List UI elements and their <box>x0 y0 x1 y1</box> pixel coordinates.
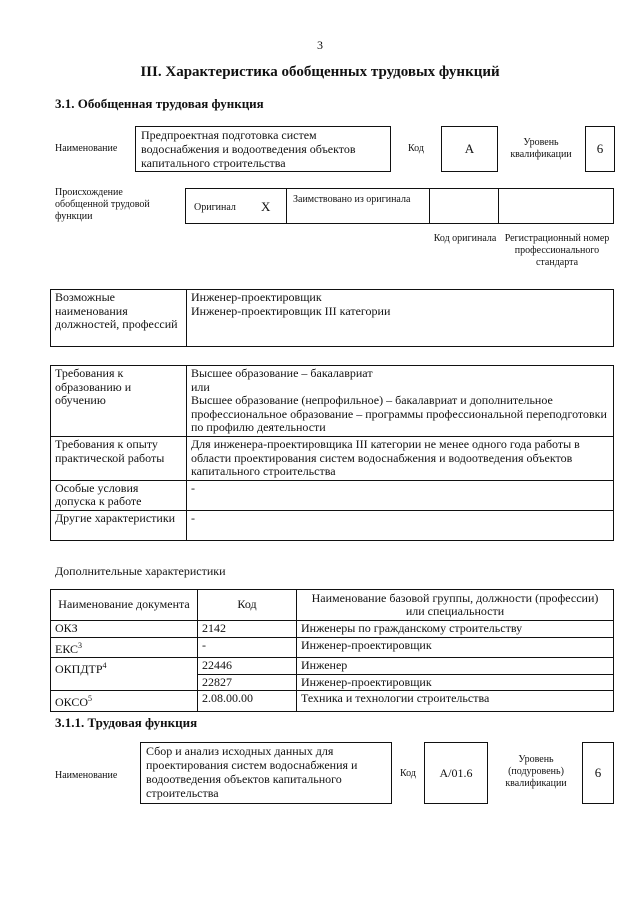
tf-code-value: А/01.6 <box>439 765 473 780</box>
doc-text: ОКСО <box>55 695 89 709</box>
col-doc-header: Наименование документа <box>51 590 198 621</box>
origin-label: Происхождение обобщенной трудовой функции <box>55 187 150 222</box>
req-value <box>187 480 614 510</box>
doc-text: ЕКС <box>55 641 79 656</box>
footnote-sup: 4 <box>102 661 107 670</box>
req-value <box>187 437 614 481</box>
additional-heading: Дополнительные характеристики <box>55 564 226 578</box>
table-row <box>51 366 614 437</box>
req-line: Высшее образование (непрофильное) – бакалавриат и дополнительное профессиональное образование – программы профессиональной переподготовки по профилю деятельности <box>191 393 607 434</box>
name-cell: Инженеры по гражданскому строительству <box>297 621 614 638</box>
doc-cell <box>51 621 198 638</box>
name-cell: Инженер-проектировщик <box>297 637 614 658</box>
tf-level-box <box>582 742 614 804</box>
table-row <box>51 590 614 621</box>
list-item: Инженер-проектировщик <box>191 290 322 304</box>
req-value <box>187 366 614 437</box>
req-line: - <box>191 480 195 495</box>
page-number: 3 <box>317 38 323 52</box>
table-row <box>51 480 614 510</box>
code-cell: 22446 <box>198 658 297 675</box>
origin-mark: X <box>261 199 271 214</box>
table-row <box>51 510 614 540</box>
tf-name-label: Наименование <box>55 770 118 781</box>
positions-label: Возможные наименования должностей, профессий <box>51 290 187 347</box>
name-cell: Техника и технологии строительства <box>297 691 614 712</box>
gtf-level-value: 6 <box>596 141 604 156</box>
footnote-sup: 3 <box>78 640 83 650</box>
gtf-name-label: Наименование <box>55 143 118 154</box>
gtf-code-box <box>441 126 498 172</box>
name-cell: Инженер-проектировщик <box>297 674 614 691</box>
tf-code-label: Код <box>400 768 416 779</box>
table-row <box>51 290 614 347</box>
list-item: Инженер-проектировщик III категории <box>191 303 391 318</box>
additional-table <box>50 589 614 712</box>
code-cell: - <box>198 637 297 658</box>
origin-table <box>185 188 614 224</box>
tf-heading: 3.1.1. Трудовая функция <box>55 715 198 730</box>
table-row <box>51 658 614 675</box>
req-label: Другие характеристики <box>51 510 187 540</box>
table-row <box>51 621 614 638</box>
origin-borrowed: Заимствовано из оригинала <box>293 194 411 205</box>
col-name-header: Наименование базовой группы, должности (профессии) или специальности <box>297 590 614 621</box>
gtf-code-label: Код <box>408 143 424 154</box>
tf-level-label: Уровень (подуровень) квалификации <box>505 754 567 789</box>
doc-cell <box>51 637 198 658</box>
tf-code-box <box>424 742 488 804</box>
col-code-header: Код <box>198 590 297 621</box>
table-row <box>51 437 614 481</box>
section-title: III. Характеристика обобщенных трудовых функций <box>140 64 500 80</box>
name-cell: Инженер <box>297 658 614 675</box>
doc-text: ОКПДТР <box>55 662 103 676</box>
doc-cell <box>51 658 198 691</box>
req-line: или <box>191 379 210 394</box>
tf-name-value: Сбор и анализ исходных данных для проектирования систем водоснабжения и водоотведения объектов капитального строительства <box>146 744 358 800</box>
doc-text: ОКЗ <box>55 621 78 635</box>
gtf-level-label: Уровень квалификации <box>510 137 572 160</box>
origin-reg-caption: Регистрационный номер профессионального стандарта <box>504 233 610 268</box>
req-line: - <box>191 510 195 525</box>
gtf-level-box <box>585 126 615 172</box>
code-cell: 2142 <box>198 621 297 638</box>
code-cell: 2.08.00.00 <box>198 691 297 712</box>
req-label: Требования к опыту практической работы <box>51 437 187 481</box>
req-label: Требования к образованию и обучению <box>51 366 187 437</box>
gtf-name-box <box>135 126 391 172</box>
positions-cell <box>187 290 614 347</box>
table-row <box>51 691 614 712</box>
tf-level-value: 6 <box>594 765 602 780</box>
tf-name-box <box>140 742 392 804</box>
origin-original: Оригинал <box>194 202 236 213</box>
origin-code-caption: Код оригинала <box>433 233 497 244</box>
gtf-name-value: Предпроектная подготовка систем водоснабжения и водоотведения объектов капитального строительства <box>141 128 356 170</box>
gtf-heading: 3.1. Обобщенная трудовая функция <box>55 96 264 111</box>
code-cell: 22827 <box>198 674 297 691</box>
req-value <box>187 510 614 540</box>
gtf-code-value: А <box>464 141 475 156</box>
footnote-sup: 5 <box>88 694 93 703</box>
doc-cell <box>51 691 198 712</box>
req-line: Высшее образование – бакалавриат <box>191 366 373 380</box>
requirements-table <box>50 365 614 541</box>
req-line: Для инженера-проектировщика III категории не менее одного года работы в области проектирования систем водоснабжения и водоотведения объектов капитального строительства <box>191 437 580 478</box>
table-row <box>51 637 614 658</box>
positions-table <box>50 289 614 347</box>
req-label: Особые условия допуска к работе <box>51 480 187 510</box>
